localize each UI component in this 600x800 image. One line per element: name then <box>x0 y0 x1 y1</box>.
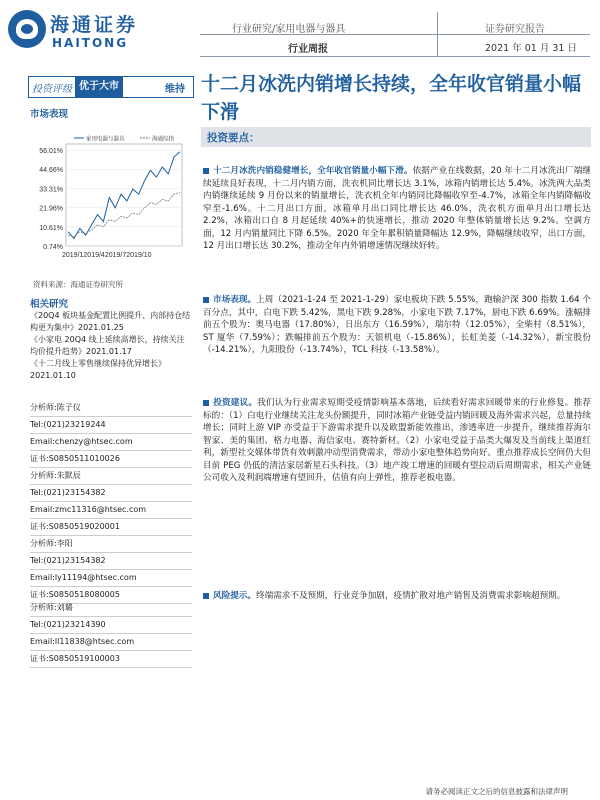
paragraph-body: 我们认为行业需求短期受疫情影响基本落地，后续看好需求回暖带来的行业修复。推荐标的：（1）白电行业继续关注龙头份额提升，同时冰箱产业链受益内销回暖及海外需求兴起，总量持续增长；同时上游 VIP 亦受益于下游需求提升以及欧盟新能效推出，渗透率进一步提升，继续推荐海尔智家、美的集团、格力电器、海信家电、赛特新材。（2）小家电受益于品类大爆发及当前线上渠道红利，新型社交媒体带货有效刺激冲动型消费需求，带动小家电整体趋势向好。重点推荐成长空间仍大但目前 PEG 仍低的清洁家居新星石头科技。（3）地产竣工增速的回暖有望拉动后周期需求，相关产业链公司收入及利润端增速有望回升，估值有向上弹性，推荐老板电器。 <box>203 398 591 483</box>
analyst-email[interactable]: Email:ll11838@htsec.com <box>30 634 192 651</box>
analyst-tel: Tel:(021)23214390 <box>30 617 192 634</box>
chart-y-tick: 56.01% <box>39 148 63 155</box>
report-date: 2021 年 01 月 31 日 <box>485 43 577 54</box>
related-item[interactable]: 《20Q4 板块基金配置比例提升、内部持仓结构更为集中》2021.01.25 <box>30 311 191 332</box>
report-form: 行业周报 <box>288 44 328 55</box>
rating-label: 投资评级 <box>32 83 72 95</box>
analyst-name: 分析师:李阳 <box>30 536 192 553</box>
rating-action: 维持 <box>165 83 185 95</box>
chart-y-tick: 33.31% <box>39 186 63 194</box>
paragraph-body: 上周（2021-1-24 至 2021-1-29）家电板块下跌 5.55%，跑输沪深 300 指数 1.64 个百分点，其中，白电下跌 5.42%，黑电下跌 9.28%，小家电下跌 7.17%，厨电下跌 6.69%。涨幅排前五个股为：奥马电器（17.80%），日出东方（16.59%），瑞尔特（12.05%），全柴村（8.51%），ST 厦华（7.59%）；跌幅排前五个股为：天银机电（-15.86%），长虹美菱（-14.32%），新宝股份（-14.21%），九阳股份（-13.74%），TCL 科技（-13.58%）。 <box>203 295 591 355</box>
bullet-square-icon <box>203 400 209 406</box>
series-line-index <box>68 193 180 237</box>
investment-rating <box>28 76 194 98</box>
report-title: 十二月冰洗内销增长持续，全年收官销量小幅下滑 <box>201 73 582 123</box>
analyst-cert: 证书:S0850519100003 <box>30 651 192 668</box>
bullet-square-icon <box>203 593 209 599</box>
header-vertical-divider <box>437 12 438 56</box>
chart-y-tick: 44.66% <box>39 167 63 175</box>
analyst-card <box>30 400 192 468</box>
chart-y-tick: 21.96% <box>39 205 63 213</box>
market-performance-title: 市场表现 <box>30 109 69 120</box>
analyst-email[interactable]: Email:zmc11316@htsec.com <box>30 502 192 519</box>
analyst-name: 分析师:朱默辰 <box>30 468 192 485</box>
bullet-square-icon <box>203 297 209 303</box>
related-research-list <box>30 310 192 382</box>
key-points-label: 投资要点： <box>207 132 260 144</box>
related-item[interactable]: 《小家电 20Q4 线上延续高增长，持续关注均价提升趋势》2021.01.17 <box>30 335 185 356</box>
paragraph-market <box>203 294 591 357</box>
analyst-cert: 证书:S0850518080005 <box>30 587 192 604</box>
market-chart <box>30 130 188 260</box>
series-line-appliance <box>68 152 180 239</box>
analyst-tel: Tel:(021)23154382 <box>30 485 192 502</box>
analyst-card <box>30 600 192 668</box>
related-item[interactable]: 《十二月线上零售继续保持优异增长》2021.01.10 <box>30 359 166 380</box>
chart-x-tick: 2019/12019/42019/72019/10 <box>62 252 152 259</box>
analyst-email[interactable]: Email:ly11194@htsec.com <box>30 570 192 587</box>
analyst-cert: 证书:S0850511010026 <box>30 451 192 468</box>
analyst-email[interactable]: Email:chenzy@htsec.com <box>30 434 192 451</box>
paragraph-body: 依据产业在线数据，20 年十二月冰洗出厂端继续延续良好表现，十二月内销方面，洗衣机同比增长达 3.1%，冰箱内销增长达 5.4%。冰洗两大品类内销继续延续 9 月份以来的销量增长，洗衣机全年内销同比降幅收窄至-4.7%，冰箱全年内销降幅收窄至-1.6%。十二月出口方面，冰箱单月出口同比增长达 46.0%，洗衣机方面单月出口增长达 2.2%，冰箱出口自 8 月起延续 40%+的快速增长，推动 2020 年整体销量增长达 9.2%。空调方面，12 月内销量同比下降 6.5%。2020 年全年累积销量降幅达 12.9%，降幅继续收窄，出口方面，12 月出口增长达 30.2%，推动全年内外销增速情况继续好转。 <box>203 166 591 251</box>
analyst-cert: 证书:S0850519020001 <box>30 519 192 536</box>
chart-y-tick: 10.61% <box>39 224 63 232</box>
report-type: 证券研究报告 <box>485 24 545 35</box>
paragraph-lead: 风险提示。 <box>213 591 256 601</box>
chart-frame <box>66 144 182 246</box>
paragraph-body: 终端需求不及预期，行业竞争加剧，疫情扩散对地产销售及消费需求影响超预期。 <box>255 591 566 601</box>
analyst-name: 分析师:刘璐 <box>30 600 192 617</box>
header-divider-bottom <box>200 56 590 57</box>
logo-chinese: 海通证券 <box>50 14 139 36</box>
market-chart-svg <box>30 130 188 260</box>
analyst-tel: Tel:(021)23219244 <box>30 417 192 434</box>
legend-label: 海通综指 <box>152 136 175 143</box>
paragraph-lead: 十二月冰洗内销稳健增长，全年收官销量小幅下滑。 <box>213 166 413 176</box>
legend-label: 家用电器与器具 <box>86 136 125 143</box>
chart-y-tick: 0.74% <box>43 244 63 251</box>
analyst-card <box>30 536 192 604</box>
chart-source: 资料来源：海通证券研究所 <box>33 280 123 289</box>
analyst-name: 分析师:陈子仪 <box>30 400 192 417</box>
paragraph-lead: 投资建议。 <box>213 398 258 408</box>
haitong-logo-icon <box>8 10 46 48</box>
paragraph-risk <box>203 590 591 603</box>
analyst-tel: Tel:(021)23154382 <box>30 553 192 570</box>
analyst-card <box>30 468 192 536</box>
paragraph-advice <box>203 397 591 485</box>
disclaimer-footer: 请务必阅读正文之后的信息披露和法律声明 <box>425 787 568 796</box>
logo-english: HAITONG <box>52 36 129 50</box>
paragraph-sales <box>203 165 591 253</box>
rating-value: 优于大市 <box>75 77 123 97</box>
paragraph-lead: 市场表现。 <box>213 295 257 305</box>
related-research-title: 相关研究 <box>30 299 69 310</box>
bullet-square-icon <box>203 168 209 174</box>
report-category: 行业研究/家用电器与器具 <box>232 24 346 35</box>
